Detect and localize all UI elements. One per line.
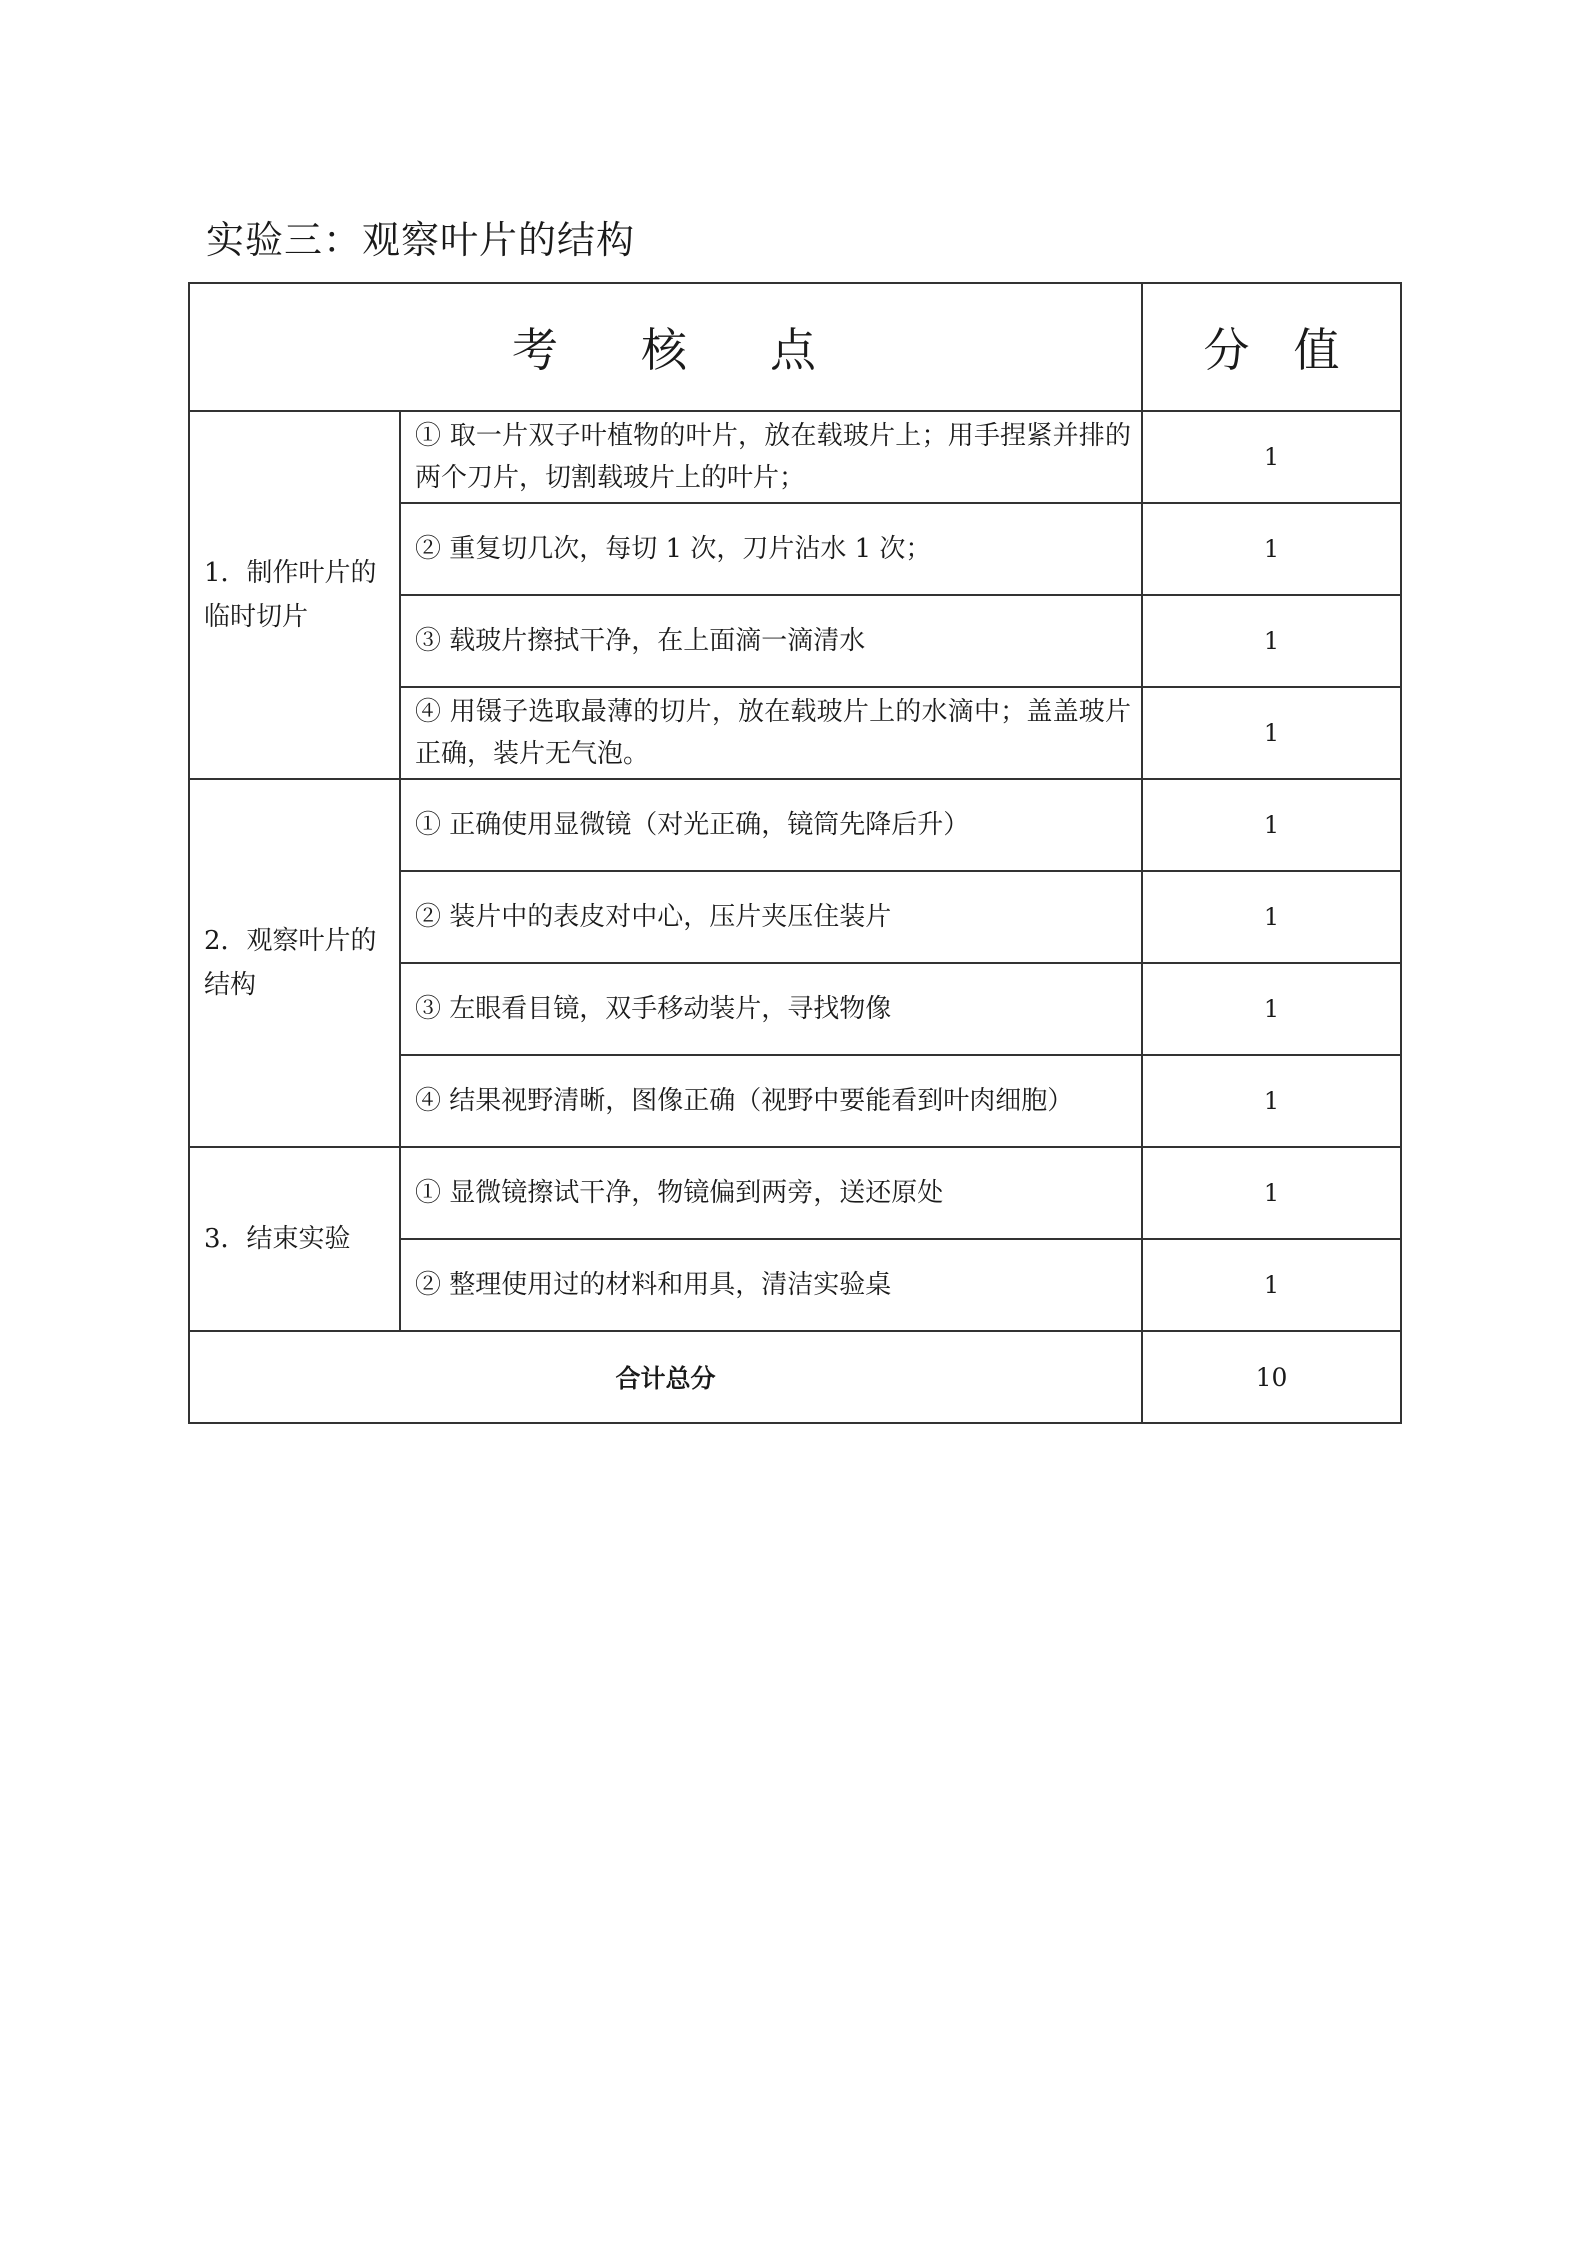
criterion-score: 1 [1142, 1239, 1401, 1331]
criterion-text: ① 正确使用显微镜（对光正确，镜筒先降后升） [400, 779, 1142, 871]
total-row [189, 1331, 1401, 1423]
criterion-text: ① 显微镜擦试干净，物镜偏到两旁，送还原处 [400, 1147, 1142, 1239]
criterion-score: 1 [1142, 687, 1401, 779]
table-row [189, 779, 1401, 871]
criterion-score: 1 [1142, 411, 1401, 503]
table-row [189, 411, 1401, 503]
total-score: 10 [1142, 1331, 1401, 1423]
criterion-score: 1 [1142, 1055, 1401, 1147]
criterion-text: ③ 左眼看目镜，双手移动装片，寻找物像 [400, 963, 1142, 1055]
table-row [189, 1147, 1401, 1239]
criterion-score: 1 [1142, 779, 1401, 871]
criterion-text: ② 重复切几次，每切 1 次，刀片沾水 1 次； [400, 503, 1142, 595]
header-char: 核 [641, 323, 690, 377]
section-label: 2．观察叶片的结构 [189, 779, 400, 1147]
criterion-score: 1 [1142, 871, 1401, 963]
section-label: 3．结束实验 [189, 1147, 400, 1331]
criterion-text: ① 取一片双子叶植物的叶片，放在载玻片上；用手捏紧并排的两个刀片，切割载玻片上的叶片； [400, 411, 1142, 503]
criterion-score: 1 [1142, 963, 1401, 1055]
header-char: 值 [1293, 323, 1340, 377]
criterion-score: 1 [1142, 1147, 1401, 1239]
criterion-text: ② 装片中的表皮对中心，压片夹压住装片 [400, 871, 1142, 963]
total-label: 合计总分 [189, 1331, 1142, 1423]
table-header-row [189, 283, 1401, 411]
header-char: 考 [512, 323, 561, 377]
header-score-value [1142, 283, 1401, 411]
criterion-text: ③ 载玻片擦拭干净，在上面滴一滴清水 [400, 595, 1142, 687]
criterion-text: ④ 结果视野清晰，图像正确（视野中要能看到叶肉细胞） [400, 1055, 1142, 1147]
criterion-text: ④ 用镊子选取最薄的切片，放在载玻片上的水滴中；盖盖玻片正确，装片无气泡。 [400, 687, 1142, 779]
header-char: 分 [1203, 323, 1250, 377]
section-label: 1．制作叶片的临时切片 [189, 411, 400, 779]
assessment-table [188, 282, 1402, 1424]
criterion-score: 1 [1142, 503, 1401, 595]
header-char: 点 [770, 323, 819, 377]
header-assessment-points [189, 283, 1142, 411]
page-title: 实验三：观察叶片的结构 [206, 218, 636, 262]
criterion-score: 1 [1142, 595, 1401, 687]
criterion-text: ② 整理使用过的材料和用具，清洁实验桌 [400, 1239, 1142, 1331]
